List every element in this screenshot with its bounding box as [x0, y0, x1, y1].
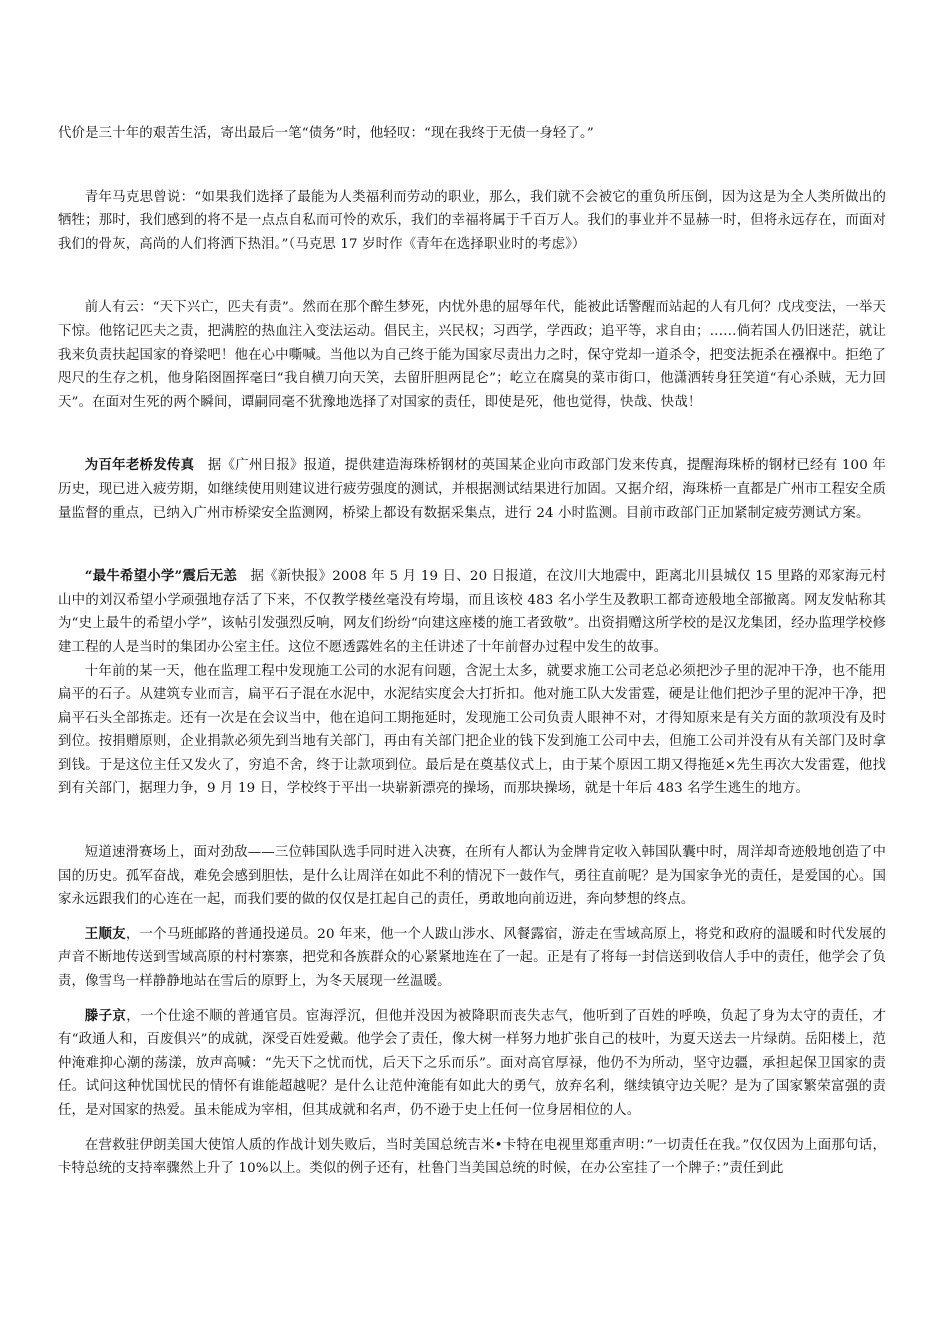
paragraph-9-teng-zijing [58, 1005, 886, 1123]
paragraph-10-text: 在营救驻伊朗美国大使馆人质的作战计划失败后，当时美国总统吉米•卡特在电视里郑重声明：”一切责任在我。”仅仅因为上面那句话，卡特总统的支持率骤然上升了 10%以上。类似的例子还有，杜鲁门当美国总统的时候，在办公室挂了一个牌子：”责任到此 [58, 1137, 886, 1177]
paragraph-9-text: ，一个仕途不顺的普通官员。宦海浮沉，但他并没因为被降职而丧失志气，他听到了百姓的呼唤，负起了身为太守的责任，才有“政通人和，百废俱兴”的成就，深受百姓爱戴。他学会了责任，像大树一样努力地扩张自己的枝叶，为夏天送去一片绿荫。岳阳楼上，范仲淹难抑心潮的荡漾，放声高喊：“先天下之忧而忧，后天下之乐而乐”。面对高官厚禄，他仍不为所动，坚守边疆，承担起保卫国家的责任。试问这种忧国忧民的情怀有谁能超越呢？是什么让范仲淹能有如此大的勇气，放弃名利，继续镇守边关呢？是为了国家繁荣富强的责任，是对国家的热爱。虽未能成为宰相，但其成就和名声，仍不逊于史上任何一位身居相位的人。 [58, 1008, 887, 1118]
paragraph-7-text: 短道速滑赛场上，面对劲敌——三位韩国队选手同时进入决赛，在所有人都认为金牌肯定收入韩国队囊中时，周洋却奇迹般地创造了中国的历史。孤军奋战，难免会感到胆怯，是什么让周洋在如此不利的情况下一鼓作气，勇往直前呢？是为国家争光的责任，是爱国的心。国家永远跟我们的心连在一起，而我们要的做的仅仅是扛起自己的责任，勇敢地向前迈进，奔向梦想的终点。 [58, 845, 886, 908]
paragraph-2-marx [58, 186, 886, 257]
paragraph-5-text: 据《新快报》2008 年 5 月 19 日、20 日报道，在汶川大地震中，距离北川县城仅 15 里路的邓家海元村山中的刘汉希望小学顽强地存活了下来，不仅教学楼丝毫没有垮塌，而且该校 483 名小学生及教职工都奇迹般地全部撤离。网友发帖称其为“史上最牛的希望小学”，该帖引发强烈反响，网友们纷纷“向建这座楼的施工者致敬”。出资捐赠这所学校的是汉龙集团，经办监理学校修建工程的人是当时的集团办公室主任。这位不愿透露姓名的主任讲述了十年前督办过程中发生的故事。 [58, 569, 886, 655]
paragraph-8-heading: 王顺友 [84, 925, 126, 942]
paragraph-4-bridge [58, 454, 886, 525]
paragraph-2-text: 青年马克思曾说：“如果我们选择了最能为人类福利而劳动的职业，那么，我们就不会被它的重负所压倒，因为这是为全人类所做出的牺牲；那时，我们感到的将不是一点点自私而可怜的欢乐，我们的幸福将属于千百万人。我们的事业并不显赫一时，但将永远存在，而面对我们的骨灰，高尚的人们将洒下热泪。”（马克思 17 岁时作《青年在选择职业时的考虑》） [58, 189, 886, 252]
paragraph-6-text: 十年前的某一天，他在监理工程中发现施工公司的水泥有问题，含泥土太多，就要求施工公司老总必须把沙子里的泥冲干净，也不能用扁平的石子。从建筑专业而言，扁平石子混在水泥中，水泥结实度会大打折扣。他对施工队大发雷霆，硬是让他们把沙子里的泥冲干净，把扁平石头全部拣走。还有一次是在会议当中，他在追问工期拖延时，发现施工公司负责人眼神不对，才得知原来是有关方面的款项没有及时到位。按捐赠原则，企业捐款必须先到当地有关部门，再由有关部门把企业的钱下发到施工公司中去，但施工公司并没有从有关部门及时拿到钱。于是这位主任又发火了，穷追不舍，终于让款项到位。最后是在奠基仪式上，由于某个原因工期又得拖延×先生再次大发雷霆，他找到有关部门，据理力争，9 月 19 日，学校终于平出一块崭新漂亮的操场，而那块操场，就是十年后 483 名学生逃生的地方。 [58, 663, 886, 797]
paragraph-4-heading: 为百年老桥发传真 [84, 457, 195, 474]
paragraph-8-text: ，一个马班邮路的普通投递员。20 年来，他一个人跋山涉水、风餐露宿，游走在雪域高原上，将党和政府的温暖和时代发展的声音不断地传送到雪域高原的村村寨寨，把党和各族群众的心紧紧地连在了一起。正是有了将每一封信送到收信人手中的责任，他学会了负责，像雪鸟一样静静地站在雪后的原野上，为冬天展现一丝温暖。 [58, 926, 887, 990]
document-body [58, 122, 886, 1181]
paragraph-8-wang-shunyou [58, 923, 886, 994]
paragraph-10-carter [58, 1134, 886, 1181]
paragraph-1 [58, 122, 886, 146]
paragraph-3-text: 前人有云：“天下兴亡，匹夫有责”。然而在那个醉生梦死，内忧外患的屈辱年代，能被此话警醒而站起的人有几何？戊戌变法，一举天下惊。他铭记匹夫之责，把满腔的热血注入变法运动。倡民主，兴民权；习西学，学西政；追平等，求自由；……倘若国人仍旧迷茫，就让我来负责扶起国家的脊梁吧！他在心中嘶喊。当他以为自己终于能为国家尽责出力之时，保守党却一道杀令，把变法扼杀在襁褓中。拒绝了咫尺的生存之机，他身陷囹圄挥毫曰“我自横刀向天笑，去留肝胆两昆仑”；屹立在腐臭的菜市街口，他潇洒转身狂笑道“有心杀贼，无力回天”。在面对生死的两个瞬间，谭嗣同毫不犹豫地选择了对国家的责任，即使是死，他也觉得，快哉、快哉！ [58, 300, 886, 410]
paragraph-5-school [58, 565, 886, 659]
paragraph-4-text: 据《广州日报》报道，提供建造海珠桥钢材的英国某企业向市政部门发来传真，提醒海珠桥的钢材已经有 100 年历史，现已进入疲劳期，如继续使用则建议进行疲劳强度的测试，并根据测试结果进行加固。又据介绍，海珠桥一直都是广州市工程安全质量监督的重点，已纳入广州市桥梁安全监测网，桥梁上都设有数据采集点，进行 24 小时监测。目前市政部门正加紧制定疲劳测试方案。 [58, 458, 886, 521]
paragraph-1-text: 代价是三十年的艰苦生活，寄出最后一笔“债务”时，他轻叹：“现在我终于无债一身轻了。” [58, 126, 594, 141]
paragraph-5-heading: “最牛希望小学”震后无恙 [84, 568, 237, 585]
paragraph-9-heading: 滕子京 [84, 1007, 127, 1024]
paragraph-3-tan-sitong [58, 296, 886, 414]
paragraph-6-story [58, 660, 886, 802]
paragraph-7-zhou-yang [58, 841, 886, 912]
